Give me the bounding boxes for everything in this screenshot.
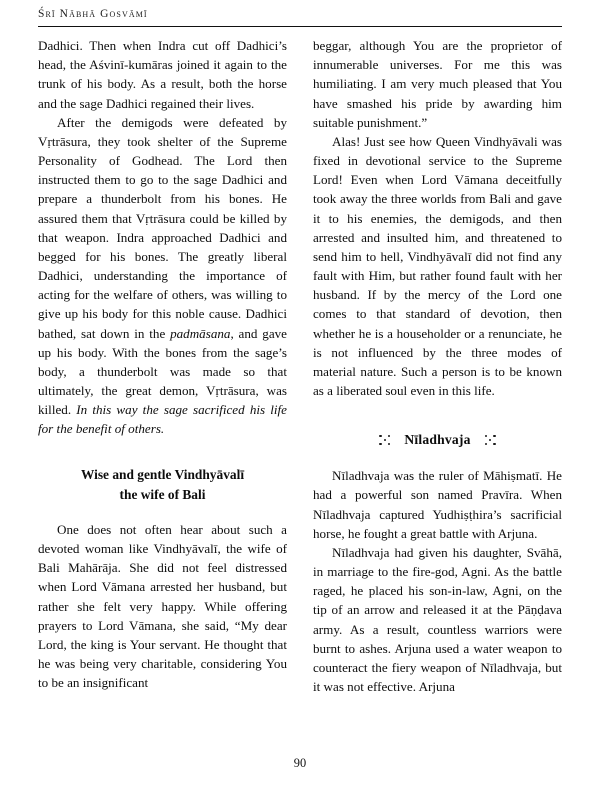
page-number: 90 — [293, 756, 307, 770]
paragraph: Nīladhvaja was the ruler of Māhiṣmatī. He had a powerful son named Pravīra. When Nīladhvaja captured Yudhiṣṭhira’s sacrificial horse, he fought a great battle with Arjuna. — [313, 468, 562, 541]
italic-sentence: In this way the sage sacrificed his life for the benefit of others. — [38, 402, 287, 437]
paragraph: Alas! Just see how Queen Vindhyāvali was fixed in devotional service to the Supreme Lord! Even when Lord Vāmana deceitfully took away the three worlds from Bali and gave it to his enemies, the demigods, and then arrested and insulted him, and threatened to send him to hell, Vindhyāvalī did not find any fault with Him, but rather found fault with her husband. If by the mercy of the Lord one comes to that standard of devotion, then whether he is a householder or a renunciate, he is not influenced by the three modes of material nature. Such a person is to be known as a liberated soul even in this life. — [313, 133, 562, 399]
section-heading-line-1: Wise and gentle Vindhyāvalī — [80, 466, 245, 482]
paragraph: Dadhici. Then when Indra cut off Dadhici’s head, the Aśvinī-kumāras joined it again to the trunk of his body. As a result, both the horse and the sage Dadhici regained their lives. — [38, 38, 287, 111]
section-heading-line-2: the wife of Bali — [119, 486, 206, 502]
right-column — [313, 36, 562, 751]
paragraph-part: , and gave up his body. With the bones from the sage’s body, a thunderbolt was made so that ultimately, the great demon, Vṛtrāsura, was killed. — [38, 325, 287, 418]
ornament-dots-left-icon — [379, 434, 390, 447]
paragraph: One does not often hear about such a devoted woman like Vindhyāvalī, the wife of Bali Mahārāja. She did not feel distressed when Lord Vāmana arrested her husband, but rather she felt very happy. While offering prayers to Lord Vāmana, she said, “My dear Lord, the king is Your servant. He thought that he was being very charitable, considering You to be an insignificant — [38, 521, 287, 691]
left-column — [38, 36, 287, 751]
ornament-heading — [313, 430, 562, 450]
paragraph-part: After the demigods were defeated by Vṛtrāsura, they took shelter of the Supreme Personality of Godhead. The Lord then instructed them to go to the sage Dadhici and prepare a thunderbolt from his bones. He assured them that Vṛtrāsura could be killed by that weapon. Indra approached Dadhici and begged for his bones. The greatly liberal Dadhici, understanding the importance of acting for the welfare of others, was willing to give up his body for this noble cause. Dadhici bathed, sat down in the — [38, 114, 287, 341]
ornament-heading-title: Nīladhvaja — [404, 432, 471, 448]
paragraph: Nīladhvaja had given his daughter, Svāhā, in marriage to the fire-god, Agni. As the battle raged, he placed his son-in-law, Agni, on the tip of an arrow and released it at the Pāṇḍava army. As a result, countless warriors were burnt to ashes. Arjuna used a water weapon to counteract the fiery weapon of Nīladhvaja, but it was not effective. Arjuna — [313, 544, 562, 695]
two-column-body — [38, 36, 562, 751]
section-heading — [38, 465, 287, 505]
paragraph: beggar, although You are the proprietor of innumerable universes. For me this was humiliating. I am very much pleased that You have smashed his pride by awarding him suitable punishment.” — [313, 38, 562, 130]
running-head: Śrī Nābhā Gosvāmī — [38, 8, 148, 20]
paragraph — [38, 113, 287, 439]
italic-term: padmāsana — [170, 325, 231, 341]
ornament-dots-right-icon — [485, 434, 496, 447]
header-rule — [38, 26, 562, 27]
